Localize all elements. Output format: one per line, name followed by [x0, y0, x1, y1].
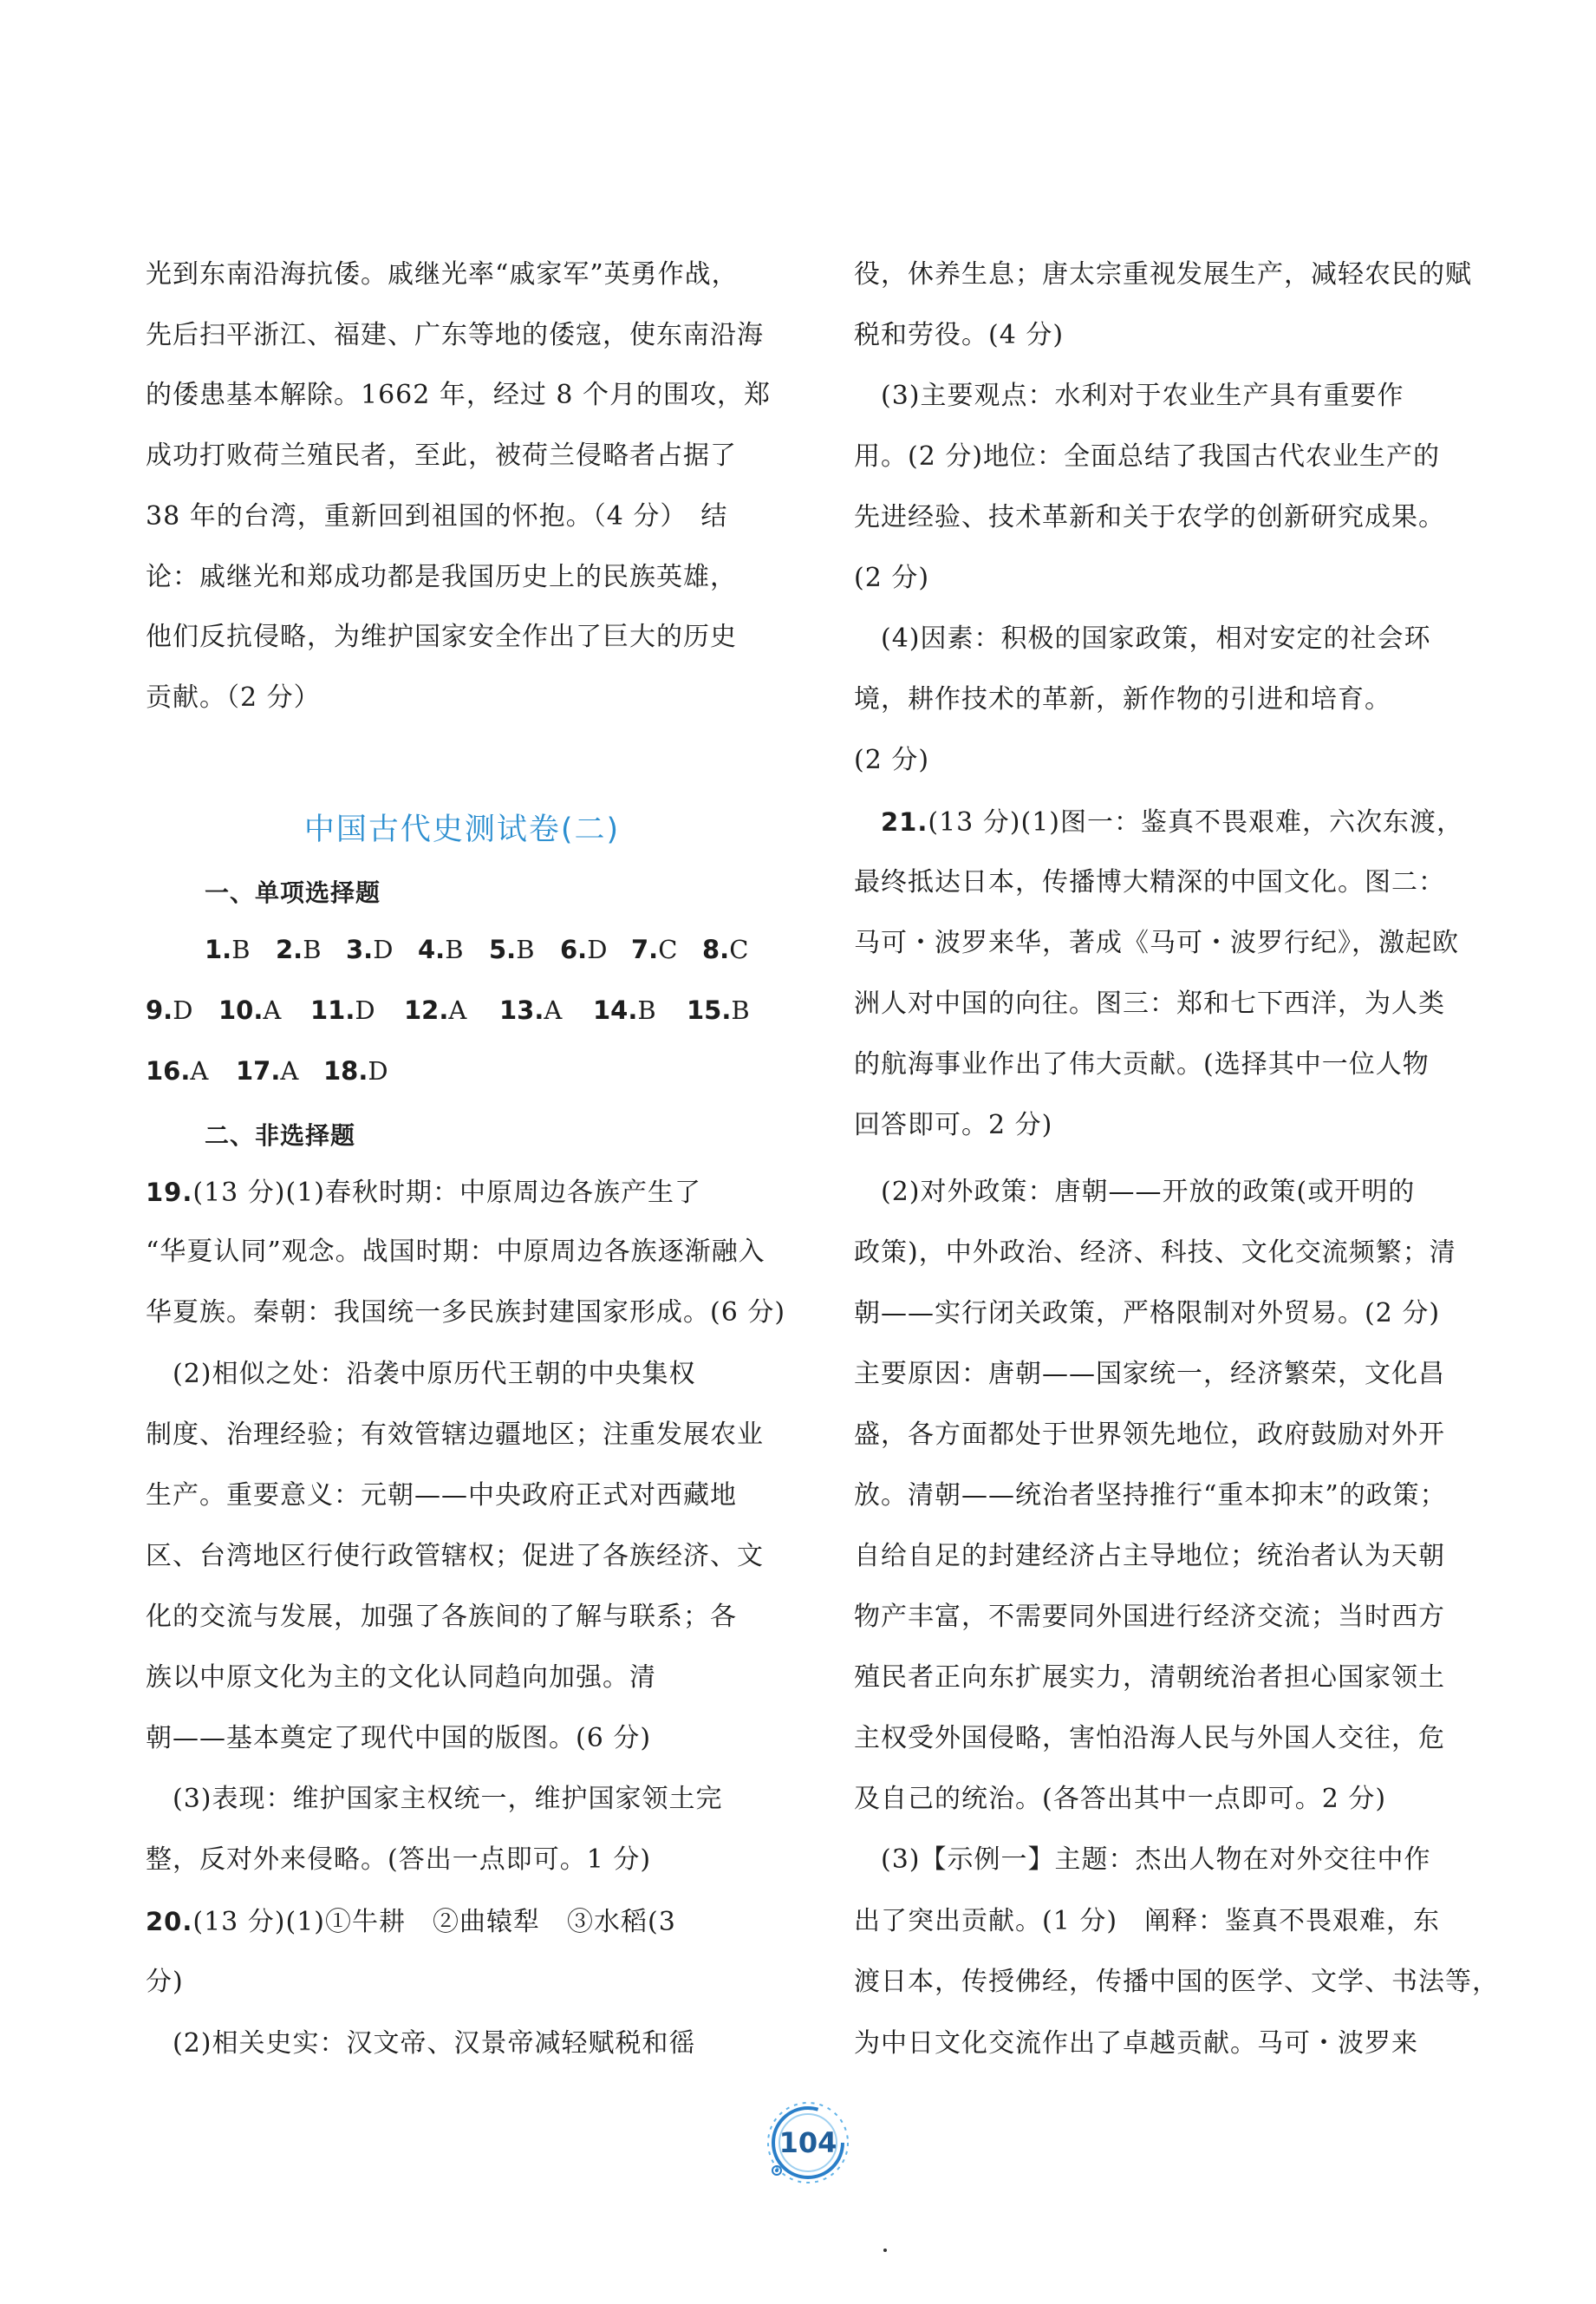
page-number-badge	[765, 2099, 851, 2186]
text-line: (2)相似之处：沿袭中原历代王朝的中央集权	[146, 1359, 696, 1389]
page-number: 104	[778, 2126, 837, 2159]
text-line: 放。清朝——统治者坚持推行“重本抑末”的政策；	[854, 1480, 1447, 1511]
text-line: 役，休养生息；唐太宗重视发展生产，减轻农民的赋	[854, 259, 1472, 290]
answer-item: 6.D	[560, 935, 608, 964]
text-line: 税和劳役。(4 分)	[854, 320, 1065, 350]
text-line: “华夏认同”观念。战国时期：中原周边各族逐渐融入	[146, 1237, 765, 1267]
answer-item: 14.B	[593, 995, 656, 1025]
answer-row	[146, 1054, 778, 1088]
text-line: 殖民者正向东扩展实力，清朝统治者担心国家领土	[854, 1662, 1445, 1693]
text-line: 盛，各方面都处于世界领先地位，政府鼓励对外开	[854, 1420, 1445, 1450]
text-line: 论：戚继光和郑成功都是我国历史上的民族英雄，	[146, 562, 737, 592]
text-line: 化的交流与发展，加强了各族间的了解与联系；各	[146, 1602, 737, 1632]
text-line: 族以中原文化为主的文化认同趋向加强。清	[146, 1662, 656, 1693]
text-line: (3)表现：维护国家主权统一，维护国家领土完	[146, 1784, 723, 1814]
answer-item: 17.A	[236, 1056, 299, 1086]
text-line: (2 分)	[854, 745, 930, 775]
text-line: 他们反抗侵略，为维护国家安全作出了巨大的历史	[146, 622, 737, 652]
text-line: 光到东南沿海抗倭。戚继光率“戚家军”英勇作战，	[146, 259, 739, 290]
text-line: 19.(13 分)(1)春秋时期：中原周边各族产生了	[146, 1178, 701, 1208]
text-line: 制度、治理经验；有效管辖边疆地区；注重发展农业	[146, 1420, 764, 1450]
section-title: 中国古代史测试卷(二)	[303, 813, 621, 847]
answer-item: 9.D	[146, 995, 193, 1025]
text-line: 朝——基本奠定了现代中国的版图。(6 分)	[146, 1723, 652, 1753]
text-line: 华夏族。秦朝：我国统一多民族封建国家形成。(6 分)	[146, 1297, 786, 1328]
answer-item: 4.B	[418, 935, 464, 964]
text-line: 成功打败荷兰殖民者，至此，被荷兰侵略者占据了	[146, 441, 737, 471]
text-line: 整，反对外来侵略。(答出一点即可。1 分)	[146, 1844, 652, 1875]
answer-item: 8.C	[702, 935, 749, 964]
text-line: 21.(13 分)(1)图一：鉴真不畏艰难，六次东渡，	[881, 807, 1463, 838]
answer-item: 7.C	[631, 935, 678, 964]
text-line: 洲人对中国的向往。图三：郑和七下西洋，为人类	[854, 989, 1445, 1019]
text-line: 渡日本，传授佛经，传播中国的医学、文学、书法等，	[854, 1967, 1499, 1997]
text-line: (3)【示例一】主题：杰出人物在对外交往中作	[854, 1844, 1431, 1875]
text-line: 的倭患基本解除。1662 年，经过 8 个月的围攻，郑	[146, 380, 772, 410]
question-number: 20.	[146, 1907, 193, 1936]
text-line: (2)相关史实：汉文帝、汉景帝减轻赋税和徭	[146, 2028, 696, 2059]
text-line: 物产丰富，不需要同外国进行经济交流；当时西方	[854, 1602, 1445, 1632]
answer-item: 2.B	[276, 935, 322, 964]
answer-item: 18.D	[323, 1056, 388, 1086]
answer-item: 10.A	[218, 995, 282, 1025]
text-line: 政策)，中外政治、经济、科技、文化交流频繁；清	[854, 1237, 1456, 1268]
text-line: 先进经验、技术革新和关于农学的创新研究成果。	[854, 502, 1445, 532]
text-line: (2 分)	[854, 563, 930, 593]
answer-item: 16.A	[146, 1056, 209, 1086]
text-line: (4)因素：积极的国家政策，相对安定的社会环	[854, 623, 1431, 654]
text-line: (3)主要观点：水利对于农业生产具有重要作	[854, 381, 1404, 411]
answer-item: 11.D	[310, 995, 375, 1025]
question-number: 21.	[881, 807, 928, 837]
answer-item: 15.B	[687, 995, 750, 1025]
footer-dot	[883, 2249, 887, 2252]
text-line: 马可・波罗来华，著成《马可・波罗行纪》，激起欧	[854, 928, 1459, 958]
text-line: 最终抵达日本，传播博大精深的中国文化。图二：	[854, 867, 1445, 897]
text-line: 先后扫平浙江、福建、广东等地的倭寇，使东南沿海	[146, 320, 764, 350]
question-number: 19.	[146, 1178, 193, 1207]
answer-item: 13.A	[499, 995, 563, 1025]
text-line: 38 年的台湾，重新回到祖国的怀抱。（4 分） 结	[146, 501, 728, 532]
text-line: 用。(2 分)地位：全面总结了我国古代农业生产的	[854, 441, 1441, 472]
text-line: 主权受外国侵略，害怕沿海人民与外国人交往，危	[854, 1723, 1445, 1753]
text-line: 回答即可。2 分)	[854, 1110, 1053, 1140]
answer-item: 5.B	[489, 935, 535, 964]
text-line: 自给自足的封建经济占主导地位；统治者认为天朝	[854, 1541, 1445, 1571]
heading-choice: 一、单项选择题	[205, 878, 381, 907]
answer-item: 12.A	[404, 995, 467, 1025]
text-line: 及自己的统治。(各答出其中一点即可。2 分)	[854, 1784, 1387, 1814]
text-line: 为中日文化交流作出了卓越贡献。马可・波罗来	[854, 2028, 1418, 2059]
text-line: 贡献。（2 分）	[146, 682, 321, 713]
text-line: 主要原因：唐朝——国家统一，经济繁荣，文化昌	[854, 1359, 1445, 1389]
text-line: 20.(13 分)(1)①牛耕 ②曲辕犁 ③水稻(3	[146, 1907, 676, 1937]
text-line: 出了突出贡献。(1 分) 阐释：鉴真不畏艰难，东	[854, 1906, 1441, 1936]
heading-nonchoice: 二、非选择题	[205, 1121, 356, 1150]
answer-row	[146, 993, 778, 1028]
answer-item: 3.D	[346, 935, 394, 964]
text-line: 的航海事业作出了伟大贡献。(选择其中一位人物	[854, 1049, 1430, 1080]
answer-item: 1.B	[205, 935, 251, 964]
answer-row	[146, 932, 778, 967]
text-line: 生产。重要意义：元朝——中央政府正式对西藏地	[146, 1480, 737, 1511]
text-line: (2)对外政策：唐朝——开放的政策(或开明的	[854, 1177, 1416, 1207]
text-line: 朝——实行闭关政策，严格限制对外贸易。(2 分)	[854, 1298, 1441, 1328]
text-line: 境，耕作技术的革新，新作物的引进和培育。	[854, 684, 1391, 715]
text-line: 区、台湾地区行使行政管辖权；促进了各族经济、文	[146, 1541, 764, 1571]
text-line: 分)	[146, 1967, 184, 1997]
